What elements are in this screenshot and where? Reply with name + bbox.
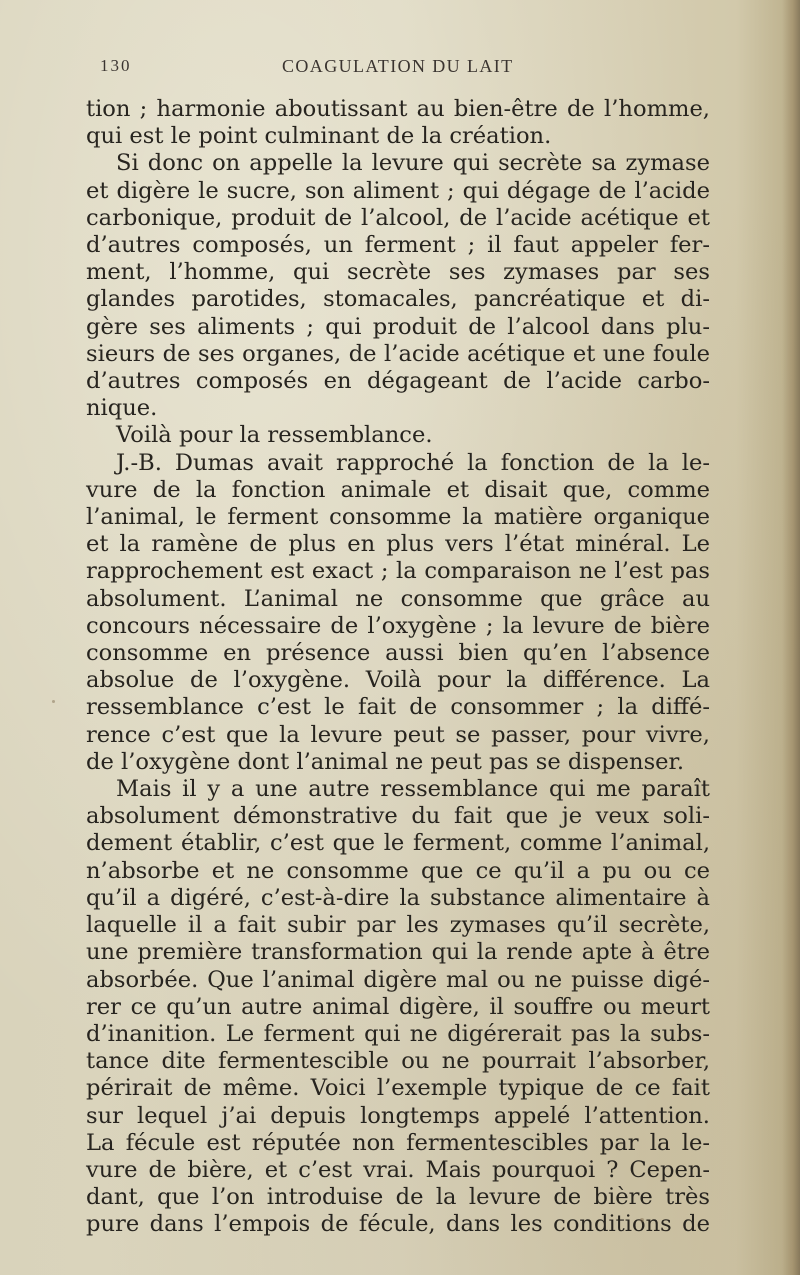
text-line: dement établir, c’est que le ferment, comme l’animal, <box>86 830 710 857</box>
text-line: laquelle il a fait subir par les zymases qu’il secrète, <box>86 912 710 939</box>
running-title: COAGULATION DU LAIT <box>282 56 514 76</box>
text-line: n’absorbe et ne consomme que ce qu’il a pu ou ce <box>86 857 710 884</box>
text-line: La fécule est réputée non fermentescibles par la le- <box>86 1129 710 1156</box>
text-line: qui est le point culminant de la création. <box>86 123 552 150</box>
text-line: consomme en présence aussi bien qu’en l’absence <box>86 640 710 667</box>
text-line: rer ce qu’un autre animal digère, il souffre ou meurt <box>86 993 710 1020</box>
text-line: tance dite fermentescible ou ne pourrait l’absorber, <box>86 1048 710 1075</box>
text-line: absorbée. Que l’animal digère mal ou ne puisse digé- <box>86 966 710 993</box>
text-line: qu’il a digéré, c’est-à-dire la substance alimentaire à <box>86 884 710 911</box>
text-line: d’inanition. Le ferment qui ne digérerait pas la subs- <box>86 1020 710 1047</box>
text-line: d’autres composés en dégageant de l’acide carbo- <box>86 368 710 395</box>
body-text <box>86 96 710 1239</box>
page-number: 130 <box>100 56 132 75</box>
text-line: J.-B. Dumas avait rapproché la fonction de la le- <box>116 449 710 476</box>
text-line: sur lequel j’ai depuis longtemps appelé l’attention. <box>86 1102 710 1129</box>
page-edge-shadow <box>782 0 800 1275</box>
text-line: sieurs de ses organes, de l’acide acétique et une foule <box>86 340 710 367</box>
text-line: périrait de même. Voici l’exemple typique de ce fait <box>86 1075 710 1102</box>
text-line: rence c’est que la levure peut se passer, pour vivre, <box>86 721 710 748</box>
text-line: absolument démonstrative du fait que je veux soli- <box>86 803 710 830</box>
text-line: une première transformation qui la rende apte à être <box>86 939 710 966</box>
text-line: d’autres composés, un ferment ; il faut appeler fer- <box>86 232 710 259</box>
paper-speck <box>640 1218 644 1222</box>
text-line: glandes parotides, stomacales, pancréatique et di- <box>86 286 710 313</box>
text-line: Mais il y a une autre ressemblance qui me paraît <box>116 776 710 803</box>
text-line: rapprochement est exact ; la comparaison ne l’est pas <box>86 558 710 585</box>
paper-speck <box>52 700 55 703</box>
text-line: Si donc on appelle la levure qui secrète sa zymase <box>116 150 710 177</box>
text-line: dant, que l’on introduise de la levure de bière très <box>86 1184 710 1211</box>
text-line: Voilà pour la ressemblance. <box>116 422 433 449</box>
text-line: gère ses aliments ; qui produit de l’alcool dans plu- <box>86 313 710 340</box>
text-line: de l’oxygène dont l’animal ne peut pas se dispenser. <box>86 748 685 775</box>
text-line: tion ; harmonie aboutissant au bien-être de l’homme, <box>86 96 710 122</box>
text-line: nique. <box>86 395 158 422</box>
text-line: ressemblance c’est le fait de consommer ; la diffé- <box>86 694 710 721</box>
text-line: absolue de l’oxygène. Voilà pour la différence. La <box>86 667 710 694</box>
text-line: l’animal, le ferment consomme la matière organique <box>86 504 710 531</box>
page-header <box>96 56 696 86</box>
text-line: et la ramène de plus en plus vers l’état minéral. Le <box>86 531 710 558</box>
text-line: vure de la fonction animale et disait que, comme <box>86 476 710 503</box>
text-line: et digère le sucre, son aliment ; qui dégage de l’acide <box>86 177 710 204</box>
text-line: vure de bière, et c’est vrai. Mais pourquoi ? Cepen- <box>86 1156 710 1183</box>
text-line: ment, l’homme, qui secrète ses zymases par ses <box>86 259 710 286</box>
text-line: carbonique, produit de l’alcool, de l’acide acétique et <box>86 204 710 231</box>
text-line: pure dans l’empois de fécule, dans les conditions de <box>86 1211 710 1238</box>
text-line: concours nécessaire de l’oxygène ; la levure de bière <box>86 612 710 639</box>
text-line: absolument. L’animal ne consomme que grâce au <box>86 585 710 612</box>
